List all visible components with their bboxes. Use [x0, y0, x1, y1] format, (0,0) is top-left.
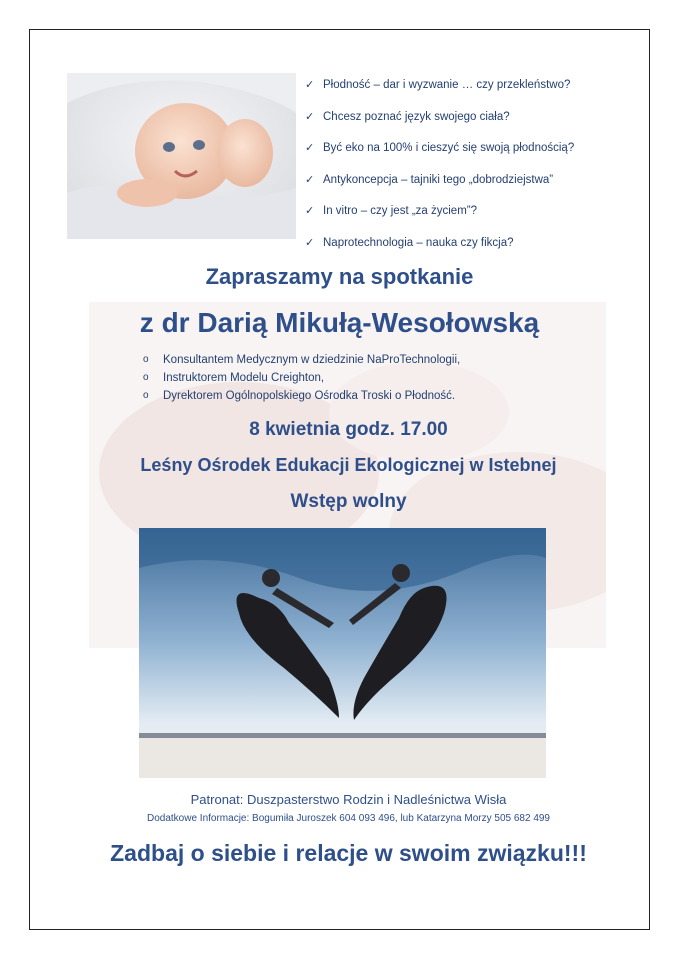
entry-info: Wstęp wolny: [290, 491, 407, 512]
circle-bullet-icon: o: [143, 390, 149, 401]
checklist-item: ✓ In vitro – czy jest „za życiem”?: [305, 196, 635, 228]
checkmark-icon: ✓: [305, 79, 315, 91]
circle-bullet-icon: o: [143, 372, 149, 383]
checkmark-icon: ✓: [305, 173, 315, 186]
checkmark-icon: ✓: [305, 236, 315, 249]
checklist: [305, 70, 635, 260]
checklist-item: ✓ Być eko na 100% i cieszyć się swoją płodnością?: [305, 133, 635, 165]
checklist-item: ✓ Naprotechnologia – nauka czy fikcja?: [305, 228, 635, 260]
heart-dancers-photo: [139, 528, 546, 778]
contact-info: Dodatkowe Informacje: Bogumiła Juroszek 604 093 496, lub Katarzyna Morzy 505 682 499: [146, 813, 550, 824]
invite-heading: Zapraszamy na spotkanie: [205, 264, 474, 289]
checklist-item: ✓ Chcesz poznać język swojego ciała?: [305, 102, 635, 134]
role-item: o Instruktorem Modelu Creighton,: [143, 369, 460, 387]
event-place: Leśny Ośrodek Edukacji Ekologicznej w Istebnej: [140, 455, 557, 475]
circle-bullet-icon: o: [143, 354, 149, 365]
checkmark-icon: ✓: [305, 142, 315, 155]
patronage-text: Patronat: Duszpasterstwo Rodzin i Nadleśnictwa Wisła: [190, 792, 507, 807]
doctor-name: z dr Darią Mikułą-Wesołowską: [139, 307, 540, 338]
baby-photo: [67, 73, 296, 239]
event-date: 8 kwietnia godz. 17.00: [249, 419, 448, 440]
checklist-item: ✓ Płodność – dar i wyzwanie … czy przekleństwo?: [305, 70, 635, 102]
role-item: o Dyrektorem Ogólnopolskiego Ośrodka Troski o Płodność.: [143, 387, 460, 405]
checkmark-icon: ✓: [305, 110, 315, 123]
roles-list: [143, 351, 460, 405]
closing-slogan: Zadbaj o siebie i relacje w swoim związku!!!: [110, 840, 587, 866]
checkmark-icon: ✓: [305, 205, 315, 218]
role-item: o Konsultantem Medycznym w dziedzinie NaProTechnologii,: [143, 351, 460, 369]
checklist-item: ✓ Antykoncepcja – tajniki tego „dobrodziejstwa”: [305, 165, 635, 197]
